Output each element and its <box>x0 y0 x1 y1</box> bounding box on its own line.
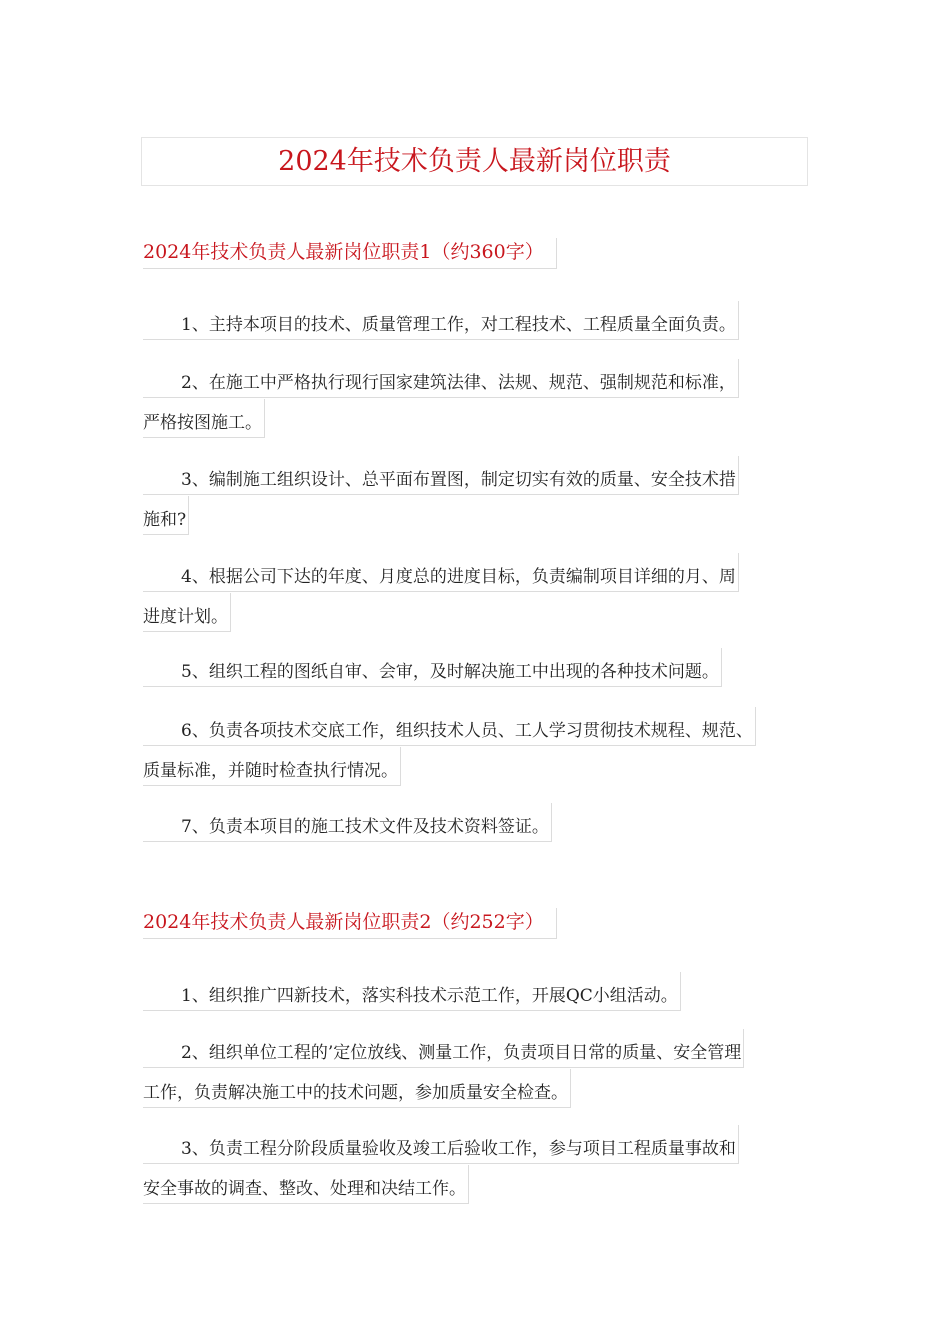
paragraph <box>143 456 807 535</box>
paragraph-line: 7、负责本项目的施工技术文件及技术资料签证。 <box>143 803 807 843</box>
paragraph <box>143 1125 807 1204</box>
paragraph <box>143 972 807 1012</box>
paragraph-line: 严格按图施工。 <box>143 399 807 439</box>
paragraph-line: 2、组织单位工程的’定位放线、测量工作，负责项目日常的质量、安全管理 <box>143 1029 807 1069</box>
paragraph-line: 质量标准，并随时检查执行情况。 <box>143 747 807 787</box>
paragraph <box>143 648 807 688</box>
paragraph-line: 5、组织工程的图纸自审、会审，及时解决施工中出现的各种技术问题。 <box>143 648 807 688</box>
paragraph-line: 进度计划。 <box>143 593 807 633</box>
paragraph-line: 3、编制施工组织设计、总平面布置图，制定切实有效的质量、安全技术措 <box>143 456 807 496</box>
section-heading-2: 2024年技术负责人最新岗位职责2（约252字） <box>143 908 557 939</box>
paragraph-line: 4、根据公司下达的年度、月度总的进度目标，负责编制项目详细的月、周 <box>143 553 807 593</box>
document-title: 2024年技术负责人最新岗位职责 <box>141 137 808 186</box>
paragraph-line: 6、负责各项技术交底工作，组织技术人员、工人学习贯彻技术规程、规范、 <box>143 707 807 747</box>
paragraph-line: 3、负责工程分阶段质量验收及竣工后验收工作，参与项目工程质量事故和 <box>143 1125 807 1165</box>
paragraph-line: 工作，负责解决施工中的技术问题，参加质量安全检查。 <box>143 1069 807 1109</box>
paragraph-line: 1、主持本项目的技术、质量管理工作，对工程技术、工程质量全面负责。 <box>143 301 807 341</box>
section-heading-1: 2024年技术负责人最新岗位职责1（约360字） <box>143 238 557 269</box>
paragraph <box>143 359 807 438</box>
paragraph-line: 施和? <box>143 496 807 536</box>
paragraph <box>143 553 807 632</box>
paragraph <box>143 707 807 786</box>
paragraph <box>143 1029 807 1108</box>
paragraph <box>143 803 807 843</box>
paragraph-line: 安全事故的调查、整改、处理和决结工作。 <box>143 1165 807 1205</box>
paragraph-line: 2、在施工中严格执行现行国家建筑法律、法规、规范、强制规范和标准， <box>143 359 807 399</box>
paragraph-line: 1、组织推广四新技术，落实科技术示范工作，开展QC小组活动。 <box>143 972 807 1012</box>
paragraph <box>143 301 807 341</box>
